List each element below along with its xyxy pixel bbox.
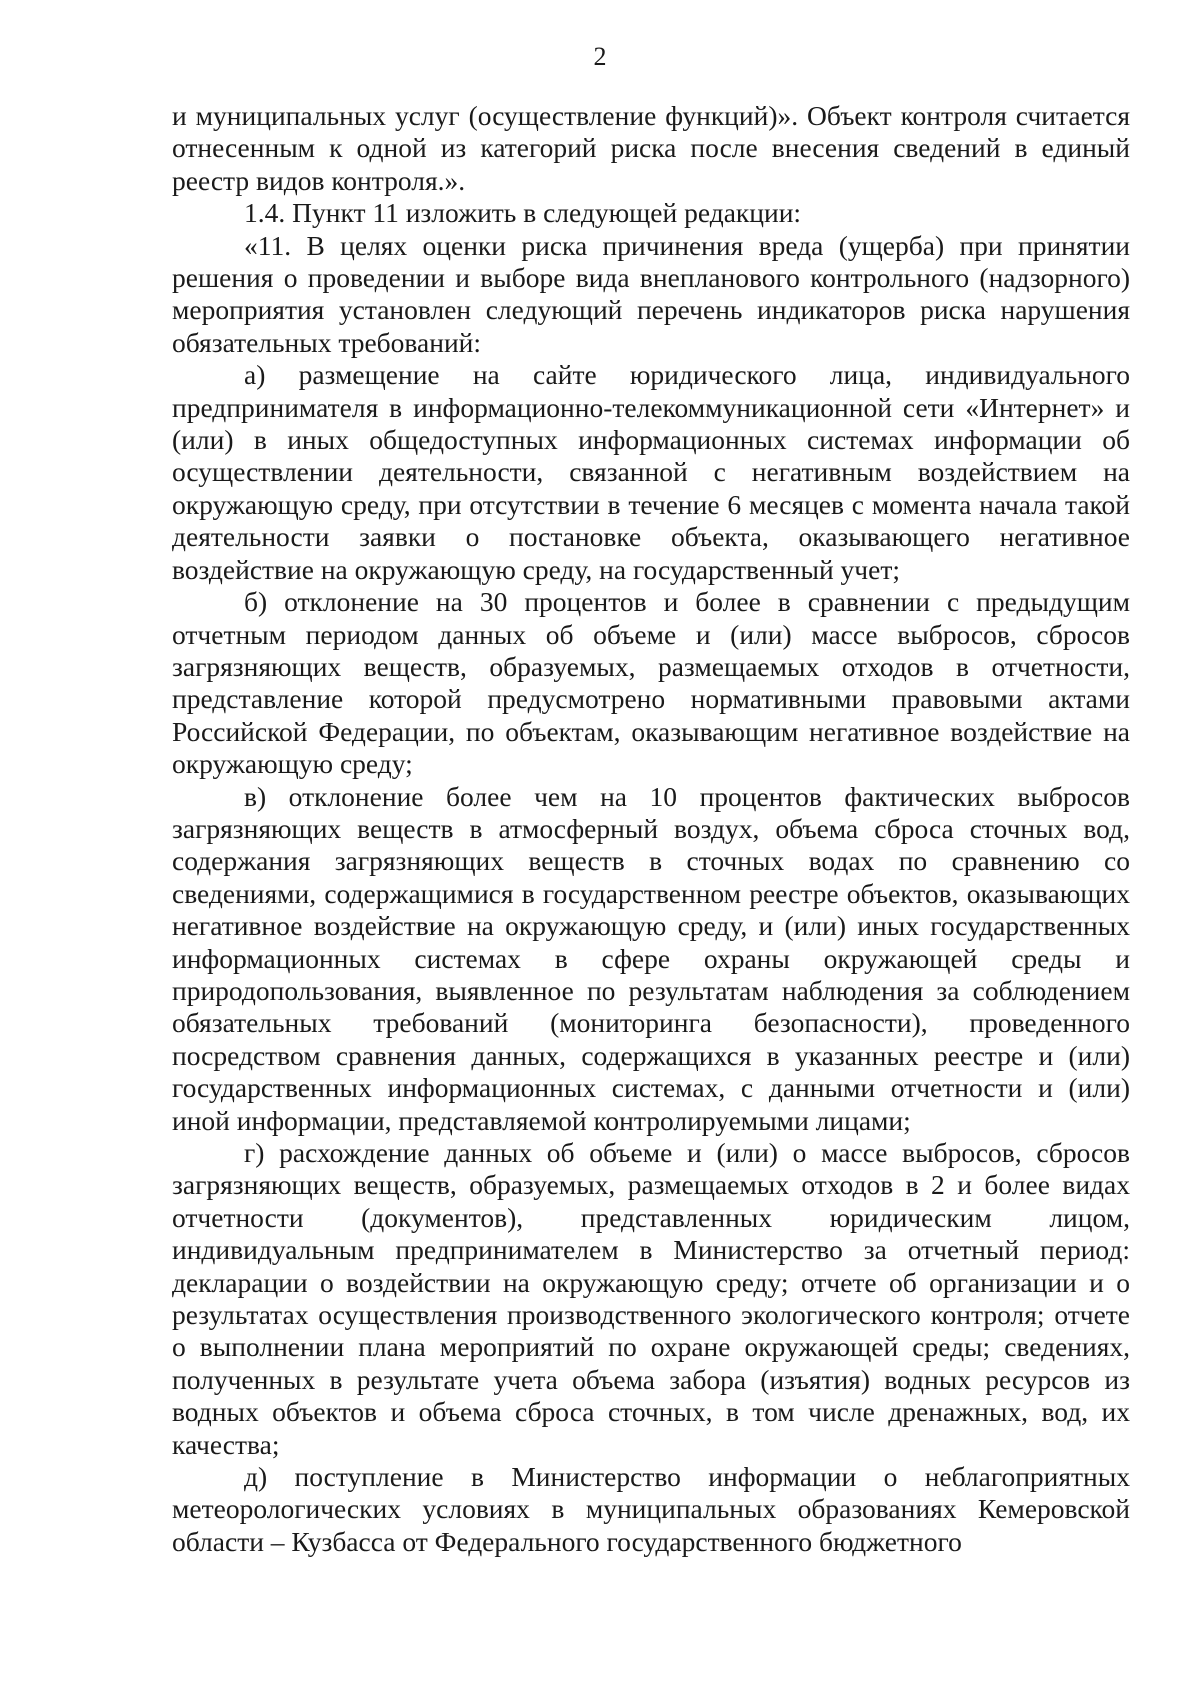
paragraph-continuation: и муниципальных услуг (осуществление функций)». Объект контроля считается отнесенным к одной из категорий риска после внесения сведений в единый реестр видов контроля.». xyxy=(172,100,1130,196)
paragraph-subitem-v: в) отклонение более чем на 10 процентов фактических выбросов загрязняющих веществ в атмосферный воздух, объема сброса сточных вод, содержания загрязняющих веществ в сточных водах по сравнению со сведениями, содержащимися в государственном реестре объектов, оказывающих негативное воздействие на окружающую среду, и (или) иных государственных информационных системах в сфере охраны окружающей среды и природопользования, выявленное по результатам наблюдения за соблюдением обязательных требований (мониторинга безопасности), проведенного посредством сравнения данных, содержащихся в указанных реестре и (или) государственных информационных системах, с данными отчетности и (или) иной информации, представляемой контролируемыми лицами; xyxy=(172,780,1130,1136)
page-number: 2 xyxy=(593,42,607,71)
paragraph-subitem-g: г) расхождение данных об объеме и (или) о массе выбросов, сбросов загрязняющих веществ, образуемых, размещаемых отходов в 2 и более видах отчетности (документов), представленных юридическим лицом, индивидуальным предпринимателем в Министерство за отчетный период: декларации о воздействии на окружающую среду; отчете об организации и о результатах осуществления производственного экологического контроля; отчете о выполнении плана мероприятий по охране окружающей среды; сведениях, полученных в результате учета объема забора (изъятия) водных ресурсов из водных объектов и объема сброса сточных, в том числе дренажных, вод, их качества; xyxy=(172,1137,1130,1460)
paragraph-subitem-d: д) поступление в Министерство информации о неблагоприятных метеорологических условиях в муниципальных образованиях Кемеровской области – Кузбасса от Федерального государственного бюджетного xyxy=(172,1461,1130,1557)
document-body xyxy=(172,100,1130,1558)
paragraph-item-1-4: 1.4. Пункт 11 изложить в следующей редакции: xyxy=(244,197,802,229)
paragraph-subitem-a: а) размещение на сайте юридического лица, индивидуального предпринимателя в информационно-телекоммуникационной сети «Интернет» и (или) в иных общедоступных информационных системах информации об осуществлении деятельности, связанной с негативным воздействием на окружающую среду, при отсутствии в течение 6 месяцев с момента начала такой деятельности заявки о постановке объекта, оказывающего негативное воздействие на окружающую среду, на государственный учет; xyxy=(172,359,1130,585)
paragraph-subitem-b: б) отклонение на 30 процентов и более в сравнении с предыдущим отчетным периодом данных об объеме и (или) массе выбросов, сбросов загрязняющих веществ, образуемых, размещаемых отходов в отчетности, представление которой предусмотрено нормативными правовыми актами Российской Федерации, по объектам, оказывающим негативное воздействие на окружающую среду; xyxy=(172,586,1130,780)
paragraph-point-11: «11. В целях оценки риска причинения вреда (ущерба) при принятии решения о проведении и выборе вида внепланового контрольного (надзорного) мероприятия установлен следующий перечень индикаторов риска нарушения обязательных требований: xyxy=(172,229,1130,358)
